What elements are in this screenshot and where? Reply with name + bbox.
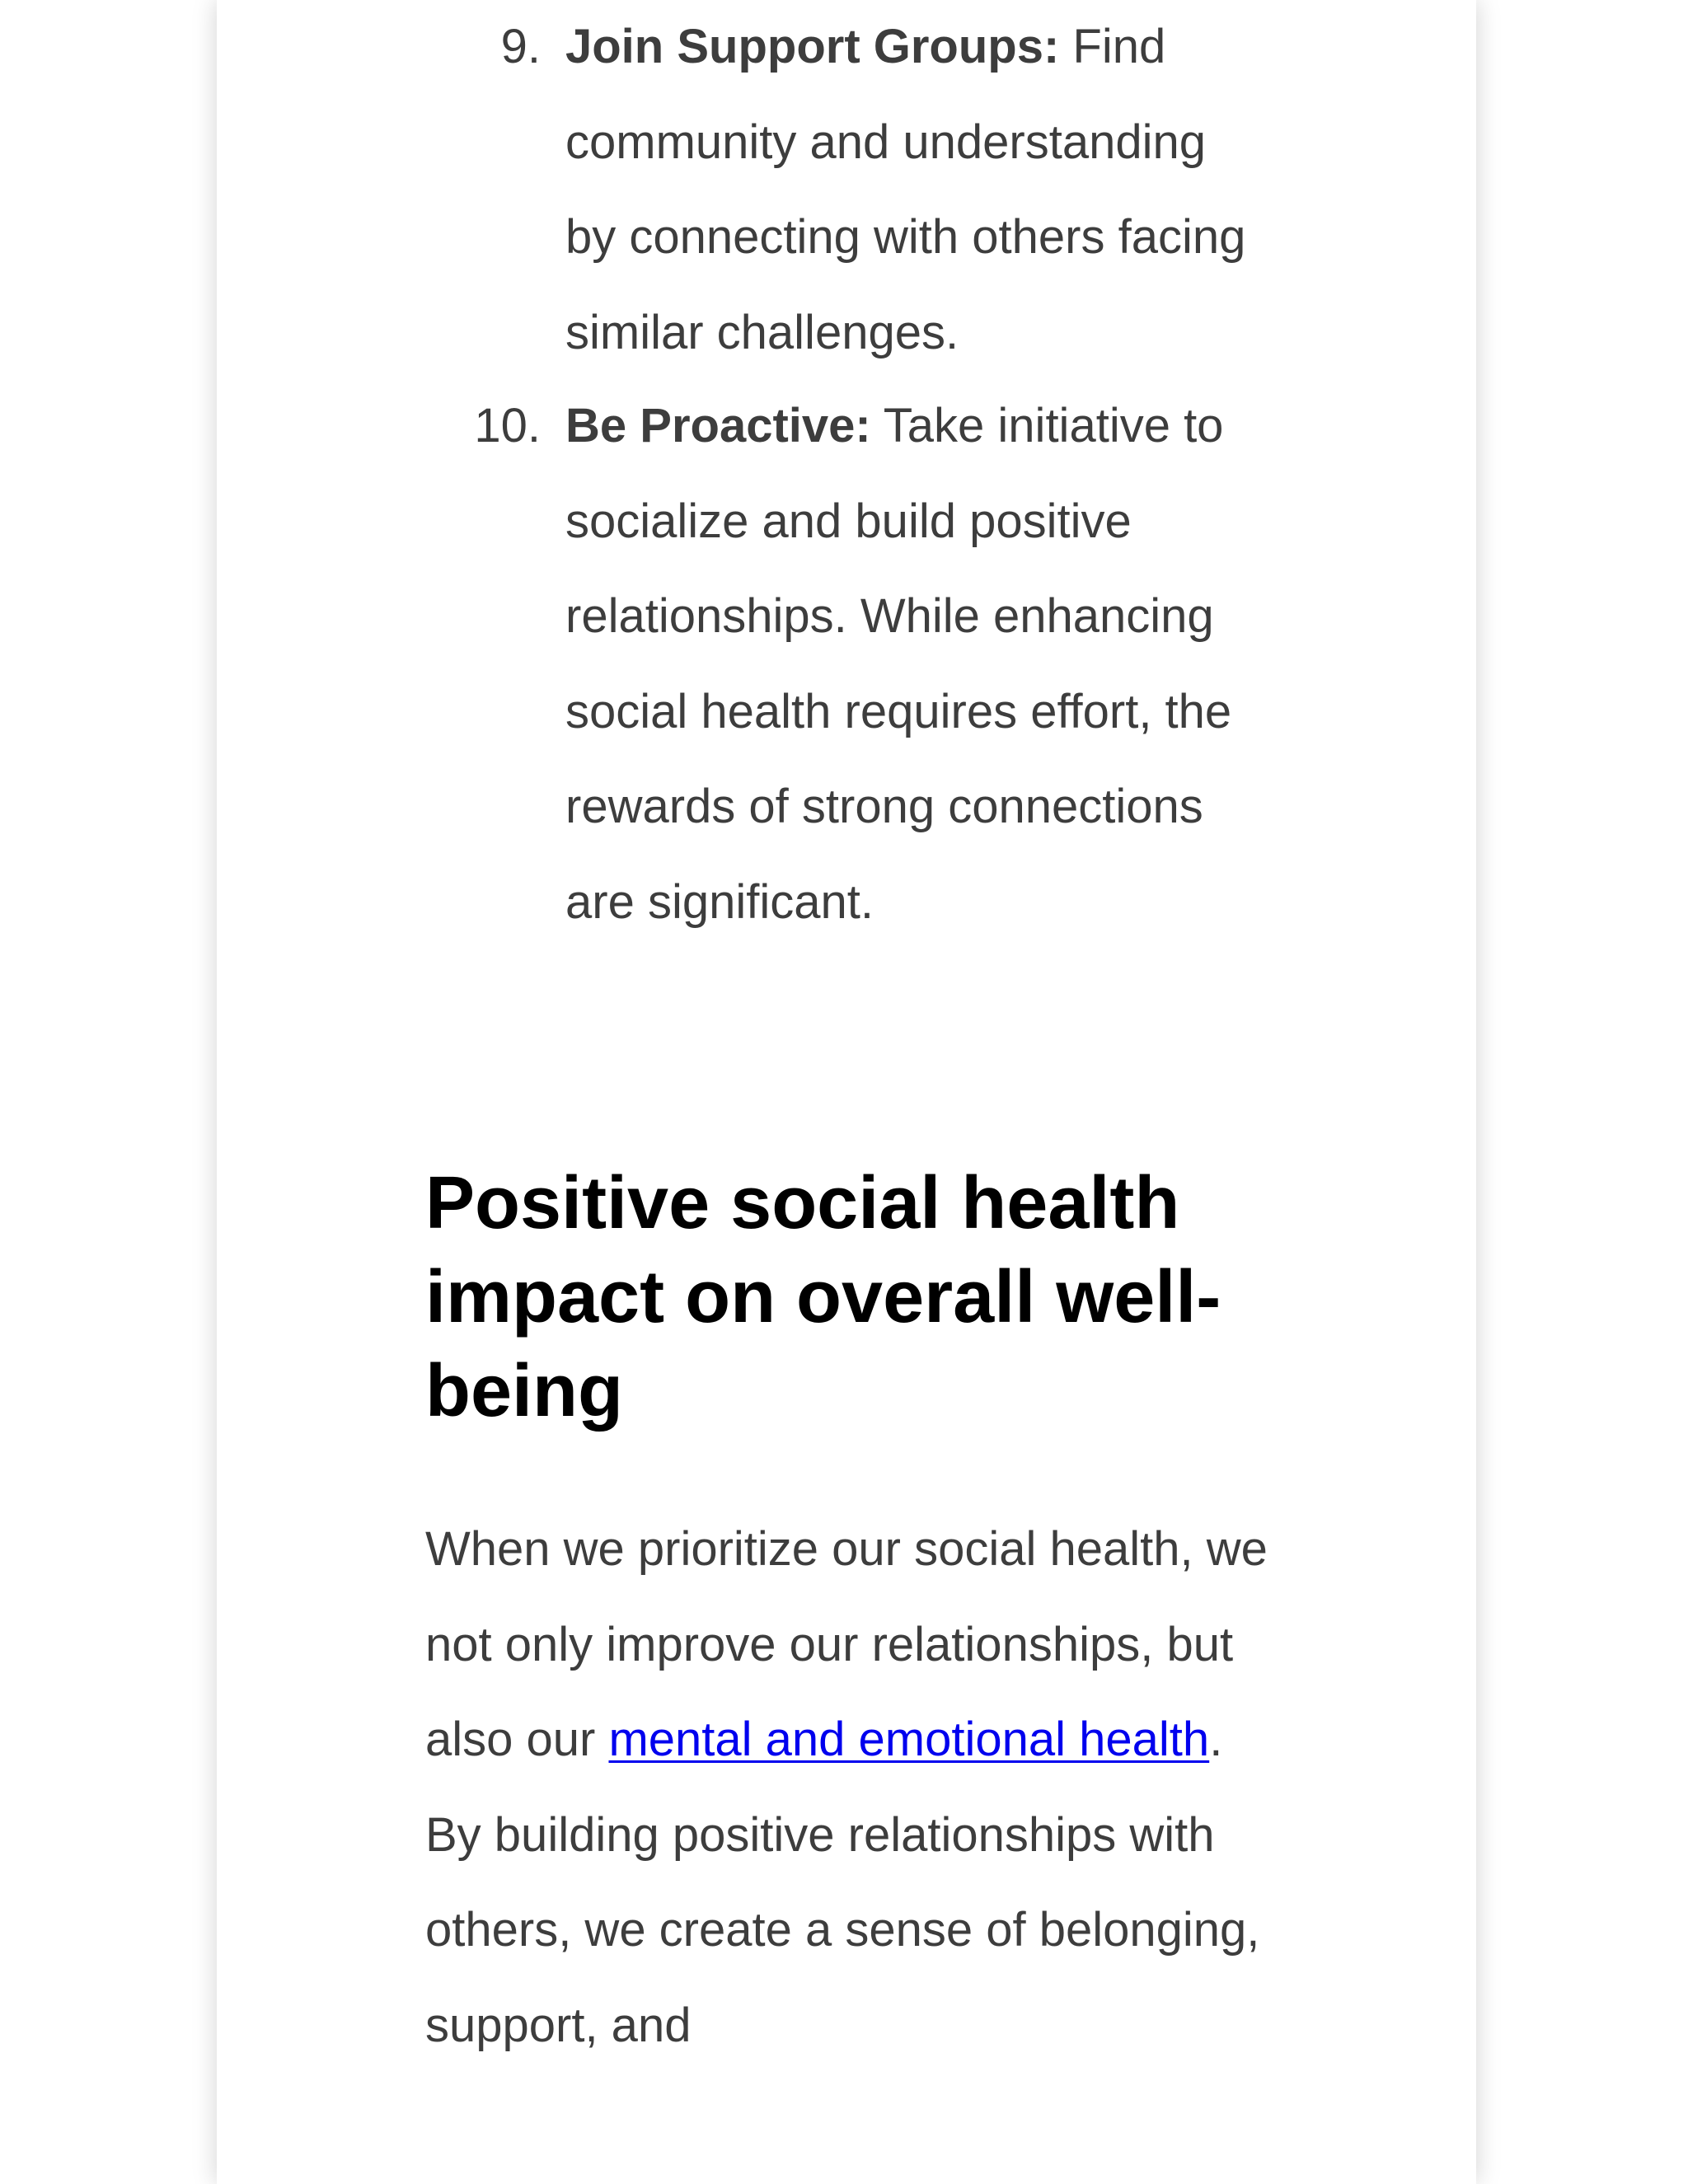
article-page (217, 0, 1476, 2184)
list-item (425, 0, 1250, 380)
mental-emotional-health-link[interactable]: mental and emotional health (608, 1713, 1210, 1766)
list-item-number: 10. (474, 399, 541, 452)
list-item-number: 9. (500, 20, 541, 73)
list-item-title: Join Support Groups: (565, 20, 1060, 73)
list-item-text: Take initiative to socialize and build positive relationships. While enhancing social health requires effort, the rewards of strong connections are significant. (565, 399, 1232, 929)
list-item (425, 378, 1250, 949)
paragraph-text-after-link: . By building positive relationships with others, we create a sense of belonging, support, and (425, 1713, 1260, 2052)
paragraph-text-before-link: When we prioritize our social health, we not only improve our relationships, but also our (425, 1522, 1268, 1766)
section-heading: Positive social health impact on overall well-being (425, 1162, 1221, 1432)
list-item-title: Be Proactive: (565, 399, 871, 452)
section-paragraph (425, 1502, 1282, 2073)
list-item-text: Find community and understanding by connecting with others facing similar challenges. (565, 20, 1246, 359)
